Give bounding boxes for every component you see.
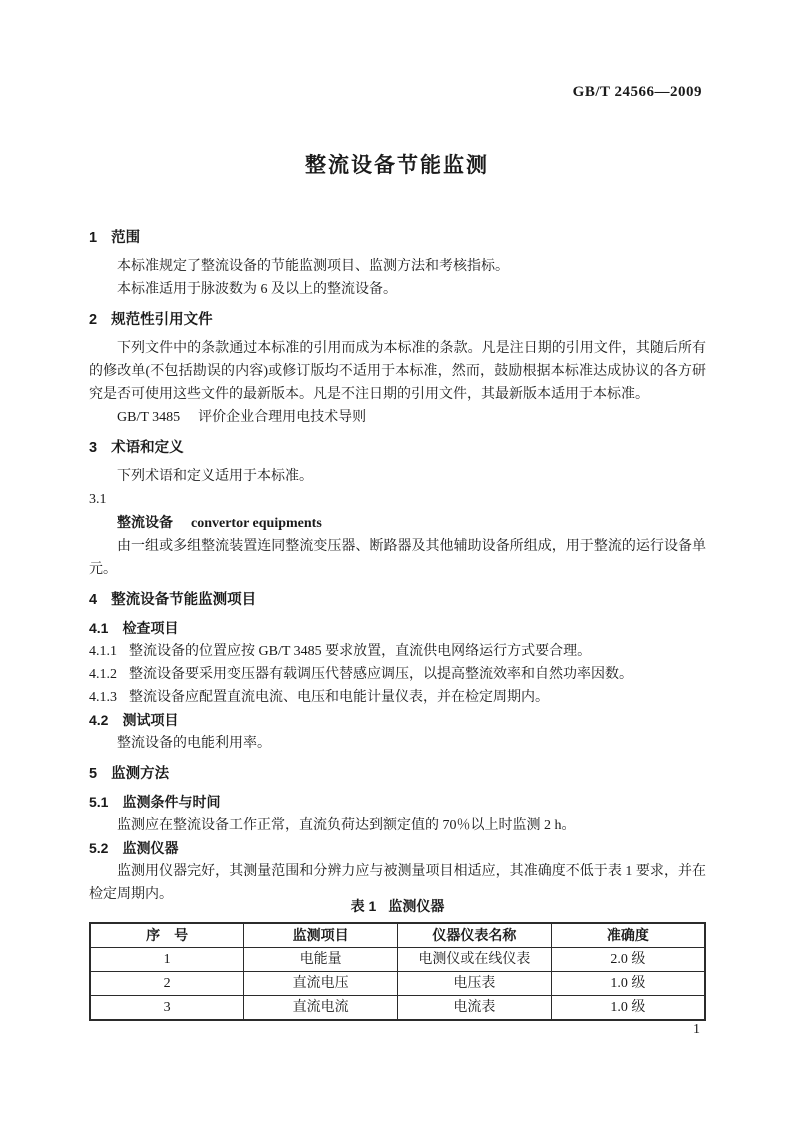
section-number: 3: [89, 440, 98, 456]
section-number: 2: [89, 312, 98, 328]
subsection-4-2-heading: [89, 709, 706, 732]
table-cell: 2: [90, 972, 244, 996]
paragraph: 整流设备的电能利用率。: [117, 736, 271, 751]
table-cell: 1.0 级: [551, 996, 705, 1021]
column-header: 序 号: [90, 923, 244, 948]
column-header: 准确度: [551, 923, 705, 948]
table-cell: 直流电流: [244, 996, 398, 1021]
document-body: [89, 224, 706, 906]
section-title: 术语和定义: [111, 440, 184, 456]
clause-text: 整流设备要采用变压器有载调压代替感应调压，以提高整流效率和自然功率因数。: [129, 667, 633, 682]
clause-text: 整流设备应配置直流电流、电压和电能计量仪表，并在检定周期内。: [129, 690, 549, 705]
reference-title: 评价企业合理用电技术导则: [198, 410, 367, 425]
subsection-number: 5.1: [89, 794, 109, 810]
paragraph: 监测应在整流设备工作正常，直流负荷达到额定值的 70％以上时监测 2 h。: [117, 818, 576, 833]
paragraph: 本标准适用于脉波数为 6 及以上的整流设备。: [117, 282, 397, 297]
subsection-title: 监测条件与时间: [122, 794, 221, 810]
subsection-5-2-heading: [89, 837, 706, 860]
table-caption-label: 表 1: [350, 898, 377, 914]
clause-item: [89, 686, 706, 709]
column-header: 监测项目: [244, 923, 398, 948]
table-caption-title: 监测仪器: [388, 898, 445, 914]
paragraph: 下列术语和定义适用于本标准。: [117, 469, 313, 484]
section-number: 1: [89, 230, 98, 246]
term-english: convertor equipments: [191, 516, 322, 531]
section-number: 4: [89, 592, 98, 608]
subsection-title: 检查项目: [122, 620, 179, 636]
table-cell: 直流电压: [244, 972, 398, 996]
section-5-heading: [89, 763, 706, 786]
paragraph: 本标准规定了整流设备的节能监测项目、监测方法和考核指标。: [117, 259, 509, 274]
section-title: 范围: [111, 230, 141, 246]
subsection-number: 5.2: [89, 840, 109, 856]
document-title: 整流设备节能监测: [305, 154, 489, 177]
term-entry: [89, 511, 706, 535]
reference-code: GB/T 3485: [117, 410, 181, 425]
table-caption: [89, 897, 706, 915]
column-header: 仪器仪表名称: [398, 923, 552, 948]
clause-number: 4.1.3: [89, 690, 117, 705]
clause-text: 整流设备的位置应按 GB/T 3485 要求放置，直流供电网络运行方式要合理。: [129, 644, 592, 659]
table-row: [90, 972, 705, 996]
clause-item: [89, 663, 706, 686]
paragraph: 下列文件中的条款通过本标准的引用而成为本标准的条款。凡是注日期的引用文件，其随后所有的修改单(不包括勘误的内容)或修订版均不适用于本标准，然而，鼓励根据本标准达成协议的各方研究是否可使用这些文件的最新版本。凡是不注日期的引用文件，其最新版本适用于本标准。: [89, 341, 706, 402]
term-definition: 由一组或多组整流装置连同整流变压器、断路器及其他辅助设备所组成，用于整流的运行设备单元。: [89, 539, 706, 577]
table-cell: 1: [90, 948, 244, 972]
table-cell: 3: [90, 996, 244, 1021]
section-title: 规范性引用文件: [111, 312, 213, 328]
section-number: 5: [89, 766, 98, 782]
table-cell: 1.0 级: [551, 972, 705, 996]
section-4-heading: [89, 589, 706, 612]
subsection-4-1-heading: [89, 617, 706, 640]
clause-number: 4.1.1: [89, 644, 117, 659]
table-1-block: [89, 897, 706, 1021]
standard-number: GB/T 24566—2009: [572, 84, 702, 100]
section-title: 监测方法: [111, 766, 170, 782]
table-cell: 电测仪或在线仪表: [398, 948, 552, 972]
page-number: 1: [693, 1022, 700, 1037]
table-cell: 电能量: [244, 948, 398, 972]
table-cell: 电流表: [398, 996, 552, 1021]
subsection-title: 测试项目: [122, 712, 179, 728]
clause-item: [89, 640, 706, 663]
subsection-5-1-heading: [89, 791, 706, 814]
term-number: 3.1: [89, 492, 107, 507]
section-title: 整流设备节能监测项目: [111, 592, 257, 608]
monitor-instruments-table: [89, 922, 706, 1021]
table-cell: 电压表: [398, 972, 552, 996]
paragraph: 监测用仪器完好，其测量范围和分辨力应与被测量项目相适应，其准确度不低于表 1 要求，并在检定周期内。: [89, 864, 706, 902]
table-header-row: [90, 923, 705, 948]
subsection-number: 4.1: [89, 620, 109, 636]
section-1-heading: [89, 227, 706, 250]
table-row: [90, 996, 705, 1021]
subsection-title: 监测仪器: [122, 840, 179, 856]
subsection-number: 4.2: [89, 712, 109, 728]
section-2-heading: [89, 309, 706, 332]
table-cell: 2.0 级: [551, 948, 705, 972]
table-row: [90, 948, 705, 972]
clause-number: 4.1.2: [89, 667, 117, 682]
section-3-heading: [89, 437, 706, 460]
reference-entry: [89, 406, 706, 429]
term-chinese: 整流设备: [117, 514, 173, 530]
